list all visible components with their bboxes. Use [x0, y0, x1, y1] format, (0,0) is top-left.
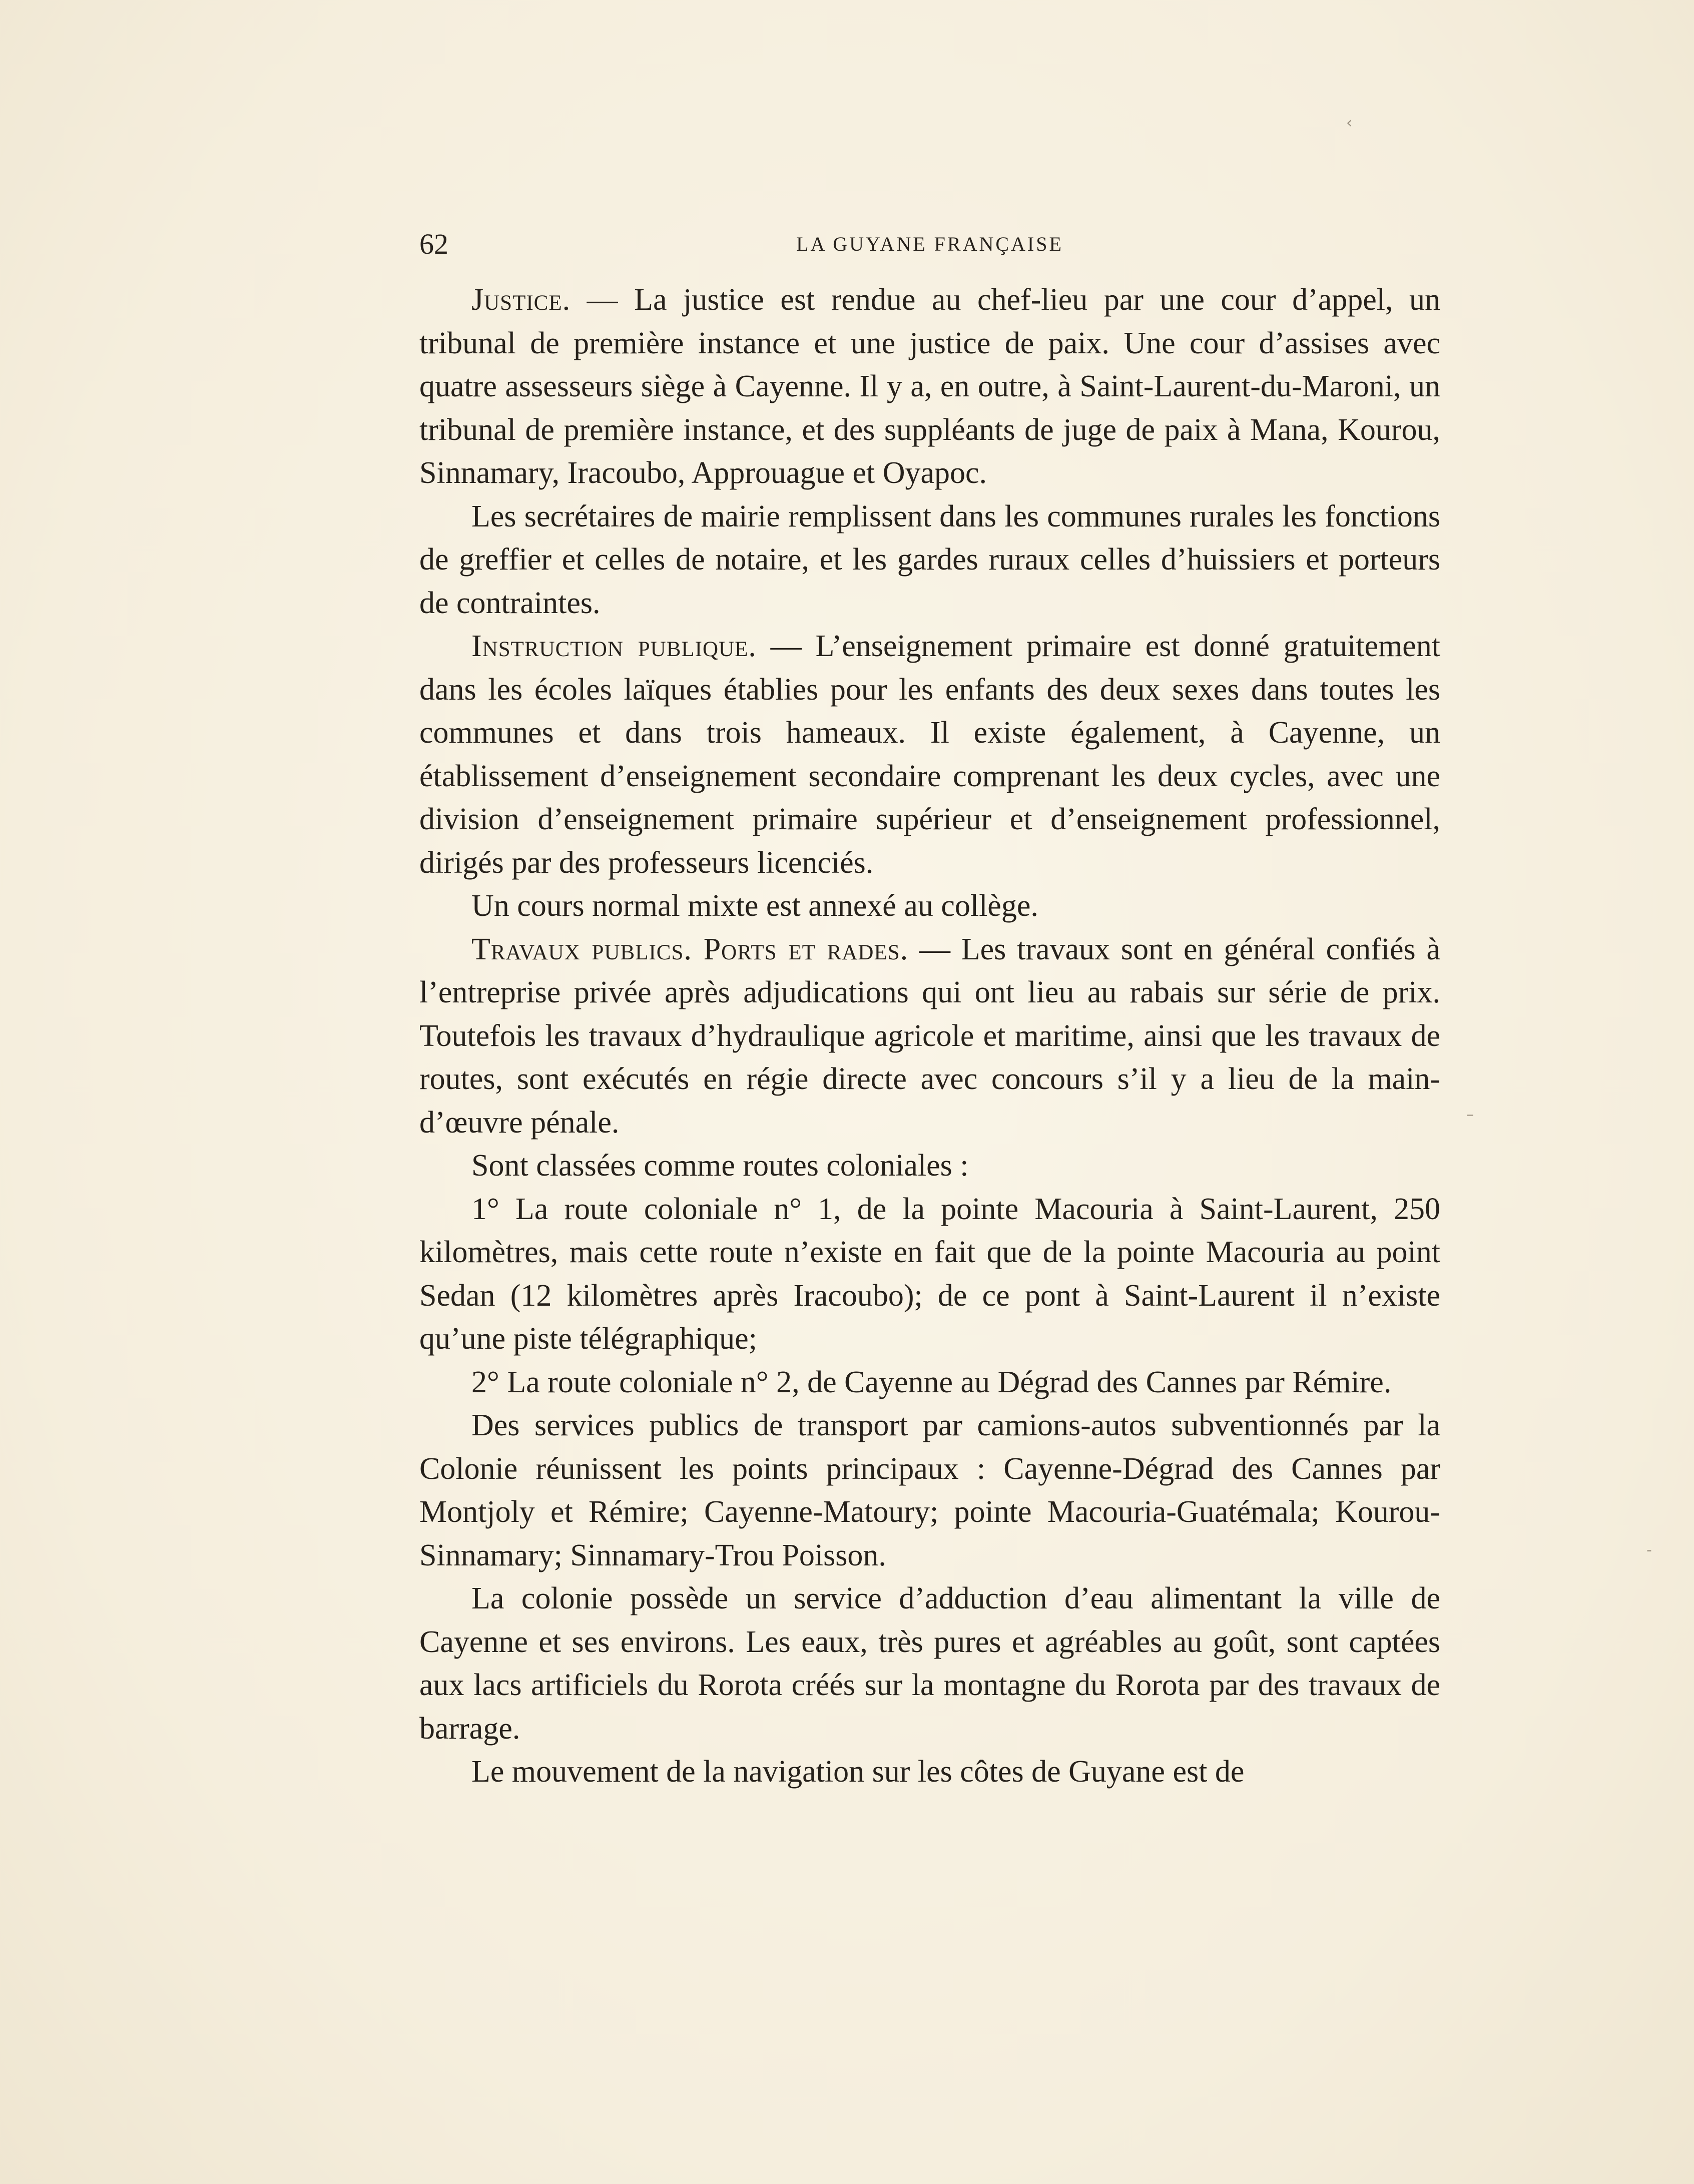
margin-speck: -	[1646, 1541, 1652, 1559]
paragraph-text: — L’enseignement primaire est donné gratuitement dans les écoles laïques établies pour les enfants des deux sexes dans toutes les communes et dans trois hameaux. Il existe également, à Cayenne, un établissement d’enseignement secondaire comprenant les deux cycles, avec une division d’enseignement primaire supérieur et d’enseignement professionnel, dirigés par des professeurs licenciés.	[419, 629, 1440, 880]
margin-speck: ‹	[1346, 114, 1352, 132]
page-number: 62	[419, 228, 448, 260]
paragraph-travaux	[419, 928, 1440, 1145]
paragraph-adduction: La colonie possède un service d’adduction d’eau alimentant la ville de Cayenne et ses environs. Les eaux, très pures et agréables au goût, sont captées aux lacs artificiels du Rorota créés sur la montagne du Rorota par des travaux de barrage.	[419, 1581, 1440, 1746]
running-title: LA GUYANE FRANÇAISE	[796, 233, 1063, 255]
paragraph-cours-normal: Un cours normal mixte est annexé au collège.	[471, 889, 1038, 923]
paragraph-instruction	[419, 625, 1440, 884]
paragraph-text: — Les travaux sont en général confiés à l’entreprise privée après adjudications qui ont lieu au rabais sur série de prix. Toutefois les travaux d’hydraulique agricole et maritime, ainsi que les travaux de routes, sont exécutés en régie directe avec concours s’il y a lieu de la main-d’œuvre pénale.	[419, 932, 1440, 1140]
body-text	[419, 278, 1440, 1794]
margin-speck: –	[1466, 1106, 1474, 1124]
paragraph-navigation: Le mouvement de la navigation sur les côtes de Guyane est de	[471, 1755, 1245, 1789]
paragraph-transport: Des services publics de transport par camions-autos subventionnés par la Colonie réunissent les points principaux : Cayenne-Dégrad des Cannes par Montjoly et Rémire; Cayenne-Matoury; pointe Macouria-Guatémala; Kourou-Sinnamary; Sinnamary-Trou Poisson.	[419, 1408, 1440, 1572]
paragraph-text: — La justice est rendue au chef-lieu par une cour d’appel, un tribunal de première instance et une justice de paix. Une cour d’assises avec quatre assesseurs siège à Cayenne. Il y a, en outre, à Saint-Laurent-du-Maroni, un tribunal de première instance, et des suppléants de juge de paix à Mana, Kourou, Sinnamary, Iracoubo, Approuague et Oyapoc.	[419, 283, 1440, 490]
section-heading-travaux: Travaux publics. Ports et rades.	[471, 932, 909, 966]
section-heading-instruction: Instruction publique.	[471, 629, 757, 663]
paragraph-secretaires: Les secrétaires de mairie remplissent dans les communes rurales les fonctions de greffier et celles de notaire, et les gardes ruraux celles d’huissiers et porteurs de contraintes.	[419, 499, 1440, 620]
paragraph-routes-intro: Sont classées comme routes coloniales :	[471, 1149, 969, 1183]
paragraph-route-1: 1° La route coloniale n° 1, de la pointe Macouria à Saint-Laurent, 250 kilomètres, mais cette route n’existe en fait que de la pointe Macouria au point Sedan (12 kilomètres après Iracoubo); de ce pont à Saint-Laurent il n’existe qu’une piste télégraphique;	[419, 1192, 1440, 1356]
paragraph-route-2: 2° La route coloniale n° 2, de Cayenne au Dégrad des Cannes par Rémire.	[471, 1365, 1392, 1399]
page-header	[419, 224, 1440, 264]
paragraph-justice	[419, 278, 1440, 495]
section-heading-justice: Justice.	[471, 283, 571, 317]
